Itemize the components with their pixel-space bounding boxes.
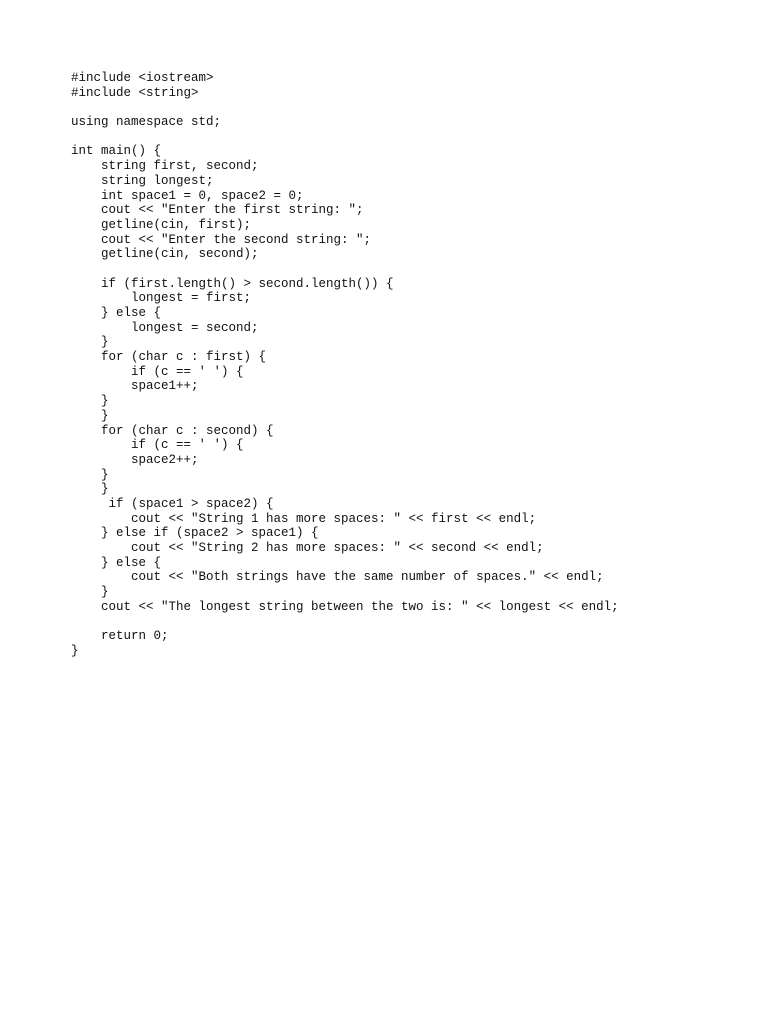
code-line: if (first.length() > second.length()) { <box>71 276 394 291</box>
code-block <box>71 71 619 659</box>
code-line: } else { <box>71 555 162 570</box>
code-line: int space1 = 0, space2 = 0; <box>71 188 304 203</box>
code-line: getline(cin, second); <box>71 247 259 262</box>
code-line: cout << "String 2 has more spaces: " << second << endl; <box>71 541 544 555</box>
code-line: string longest; <box>71 173 214 188</box>
code-line: } <box>71 394 109 409</box>
code-line: } <box>71 585 109 600</box>
code-line: #include <iostream> <box>71 71 214 85</box>
code-line: longest = first; <box>71 291 252 306</box>
code-line: cout << "Enter the second string: "; <box>71 232 372 247</box>
code-line: cout << "The longest string between the two is: " << longest << endl; <box>71 599 619 614</box>
code-line <box>71 100 619 115</box>
code-line: int main() { <box>71 144 162 159</box>
code-line: space1++; <box>71 379 199 394</box>
code-line: } <box>71 335 109 350</box>
code-line: if (c == ' ') { <box>71 438 244 453</box>
code-line: } <box>71 467 109 482</box>
code-line: for (char c : second) { <box>71 423 274 438</box>
code-line: } <box>71 408 109 423</box>
code-line <box>71 130 619 145</box>
code-line: getline(cin, first); <box>71 217 252 232</box>
code-line: cout << "Enter the first string: "; <box>71 203 364 218</box>
code-line <box>71 614 619 629</box>
code-line <box>71 262 619 277</box>
code-line: longest = second; <box>71 320 259 335</box>
code-line: #include <string> <box>71 85 199 100</box>
code-line: } else if (space2 > space1) { <box>71 526 319 541</box>
code-line: } else { <box>71 306 162 320</box>
code-line: } <box>71 643 79 658</box>
code-line: space2++; <box>71 452 199 467</box>
code-line: for (char c : first) { <box>71 350 267 365</box>
code-line: string first, second; <box>71 159 259 174</box>
code-line: cout << "String 1 has more spaces: " << first << endl; <box>71 511 537 526</box>
code-line: if (c == ' ') { <box>71 364 244 379</box>
code-line: if (space1 > space2) { <box>71 496 274 511</box>
code-line: } <box>71 482 109 497</box>
code-line: return 0; <box>71 629 169 644</box>
code-line: cout << "Both strings have the same number of spaces." << endl; <box>71 570 604 585</box>
code-line: using namespace std; <box>71 115 222 130</box>
